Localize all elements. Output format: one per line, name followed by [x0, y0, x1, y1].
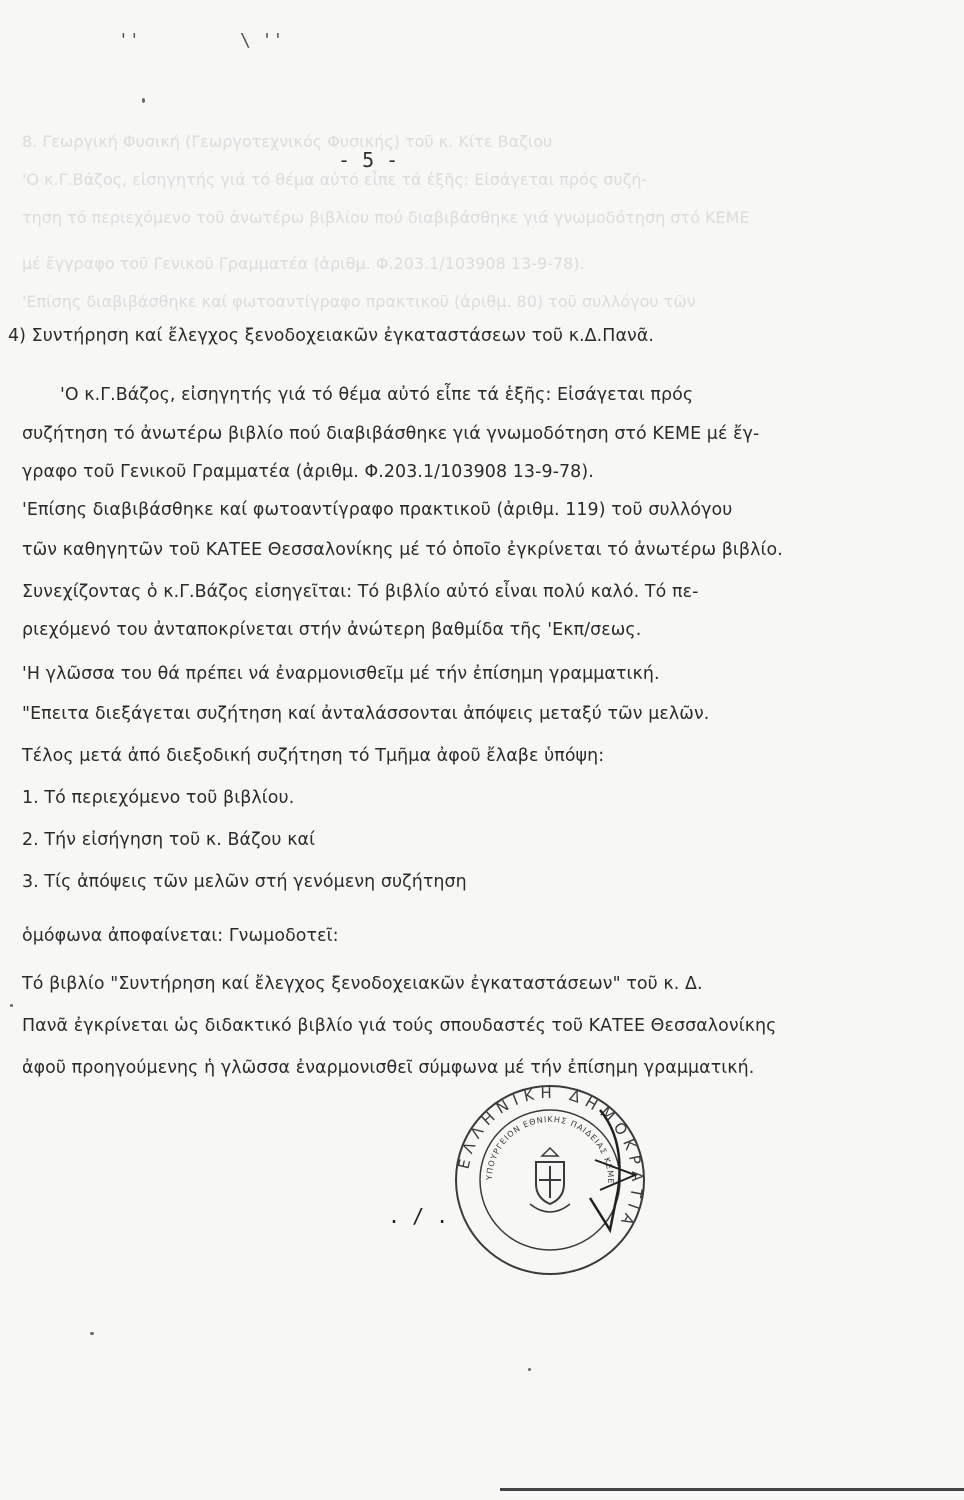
decision-line: ἀφοῦ προηγούμενης ἡ γλῶσσα ἐναρμονισθεῖ σύμφωνα μέ τήν ἐπίσημη γραμματική.: [22, 1058, 755, 1078]
header-mark-left: '': [118, 30, 140, 51]
paper-speck: [142, 98, 145, 103]
official-seal-stamp: [450, 1080, 650, 1280]
decision-line: ὁμόφωνα ἀποφαίνεται: Γνωμοδοτεῖ:: [22, 926, 339, 946]
paragraph-line: Τέλος μετά ἀπό διεξοδική συζήτηση τό Τμῆμα ἀφοῦ ἔλαβε ὑπόψη:: [22, 746, 605, 766]
bleed-through-line: τηση τό περιεχόμενο τοῦ ἀνωτέρω βιβλίου πού διαβιβάσθηκε γιά γνωμοδότηση στό ΚΕΜΕ: [22, 208, 750, 227]
seal-inner-text: ΥΠΟΥΡΓΕΙΟΝ ΕΘΝΙΚΗΣ ΠΑΙΔΕΙΑΣ ΚΕΜΕ: [484, 1114, 616, 1185]
page-number: - 5 -: [338, 148, 399, 172]
page-continuation-mark: . / .: [388, 1204, 449, 1228]
list-item: 2. Τήν εἰσήγηση τοῦ κ. Βάζου καί: [22, 830, 316, 850]
paragraph-line: γραφο τοῦ Γενικοῦ Γραμματέα (ἀριθμ. Φ.203.1/103908 13-9-78).: [22, 462, 594, 482]
paragraph-line: ριεχόμενό του ἀνταποκρίνεται στήν ἀνώτερη βαθμίδα τῆς 'Εκπ/σεως.: [22, 620, 642, 640]
paragraph-line: τῶν καθηγητῶν τοῦ ΚΑΤΕΕ Θεσσαλονίκης μέ τό ὁποῖο ἐγκρίνεται τό ἀνωτέρω βιβλίο.: [22, 540, 783, 560]
scan-edge-line: [500, 1488, 964, 1491]
paragraph-line: Συνεχίζοντας ὁ κ.Γ.Βάζος εἰσηγεῖται: Τό βιβλίο αὐτό εἶναι πολύ καλό. Τό πε-: [22, 582, 699, 602]
list-item: 1. Τό περιεχόμενο τοῦ βιβλίου.: [22, 788, 295, 808]
seal-outer-text: ΕΛΛΗΝΙΚΗ ΔΗΜΟΚΡΑΤΙΑ: [454, 1083, 647, 1234]
header-mark-right: \ '': [240, 30, 284, 51]
section-heading: 4) Συντήρηση καί ἔλεγχος ξενοδοχειακῶν ἐγκαταστάσεων τοῦ κ.Δ.Πανᾶ.: [8, 326, 655, 346]
paragraph-line: 'Ο κ.Γ.Βάζος, εἰσηγητής γιά τό θέμα αὐτό εἶπε τά ἑξῆς: Εἰσάγεται πρός: [60, 385, 694, 405]
list-item: 3. Τίς ἀπόψεις τῶν μελῶν στή γενόμενη συζήτηση: [22, 872, 467, 892]
paragraph-line: 'Η γλῶσσα του θά πρέπει νά ἐναρμονισθεῖμ μέ τήν ἐπίσημη γραμματική.: [22, 664, 660, 684]
decision-line: Τό βιβλίο "Συντήρηση καί ἔλεγχος ξενοδοχειακῶν ἐγκαταστάσεων" τοῦ κ. Δ.: [22, 974, 703, 994]
paper-speck: [528, 1368, 531, 1371]
bleed-through-line: 'Ο κ.Γ.Βάζος, εἰσηγητής γιά τό θέμα αὐτό εἶπε τά ἑξῆς: Εἰσάγεται πρός συζή-: [22, 170, 648, 189]
paragraph-line: 'Επίσης διαβιβάσθηκε καί φωτοαντίγραφο πρακτικοῦ (ἀριθμ. 119) τοῦ συλλόγου: [22, 500, 733, 520]
decision-line: Πανᾶ ἐγκρίνεται ὡς διδακτικό βιβλίο γιά τούς σπουδαστές τοῦ ΚΑΤΕΕ Θεσσαλονίκης: [22, 1016, 777, 1036]
bleed-through-line: μέ ἔγγραφο τοῦ Γενικοῦ Γραμματέα (ἀριθμ. Φ.203.1/103908 13-9-78).: [22, 254, 585, 273]
coat-of-arms-icon: [530, 1148, 570, 1212]
bleed-through-line: 'Επίσης διαβιβάσθηκε καί φωτοαντίγραφο πρακτικοῦ (ἀριθμ. 80) τοῦ συλλόγου τῶν: [22, 292, 696, 311]
paper-speck: [90, 1332, 94, 1335]
paragraph-line: "Επειτα διεξάγεται συζήτηση καί ἀνταλάσσονται ἀπόψεις μεταξύ τῶν μελῶν.: [22, 704, 710, 724]
paragraph-line: συζήτηση τό ἀνωτέρω βιβλίο πού διαβιβάσθηκε γιά γνωμοδότηση στό ΚΕΜΕ μέ ἔγ-: [22, 424, 760, 444]
bleed-through-line: 8. Γεωργική Φυσική (Γεωργοτεχνικός Φυσικής) τοῦ κ. Κίτε Βαζιου: [22, 132, 553, 151]
paper-speck: [10, 1004, 13, 1007]
